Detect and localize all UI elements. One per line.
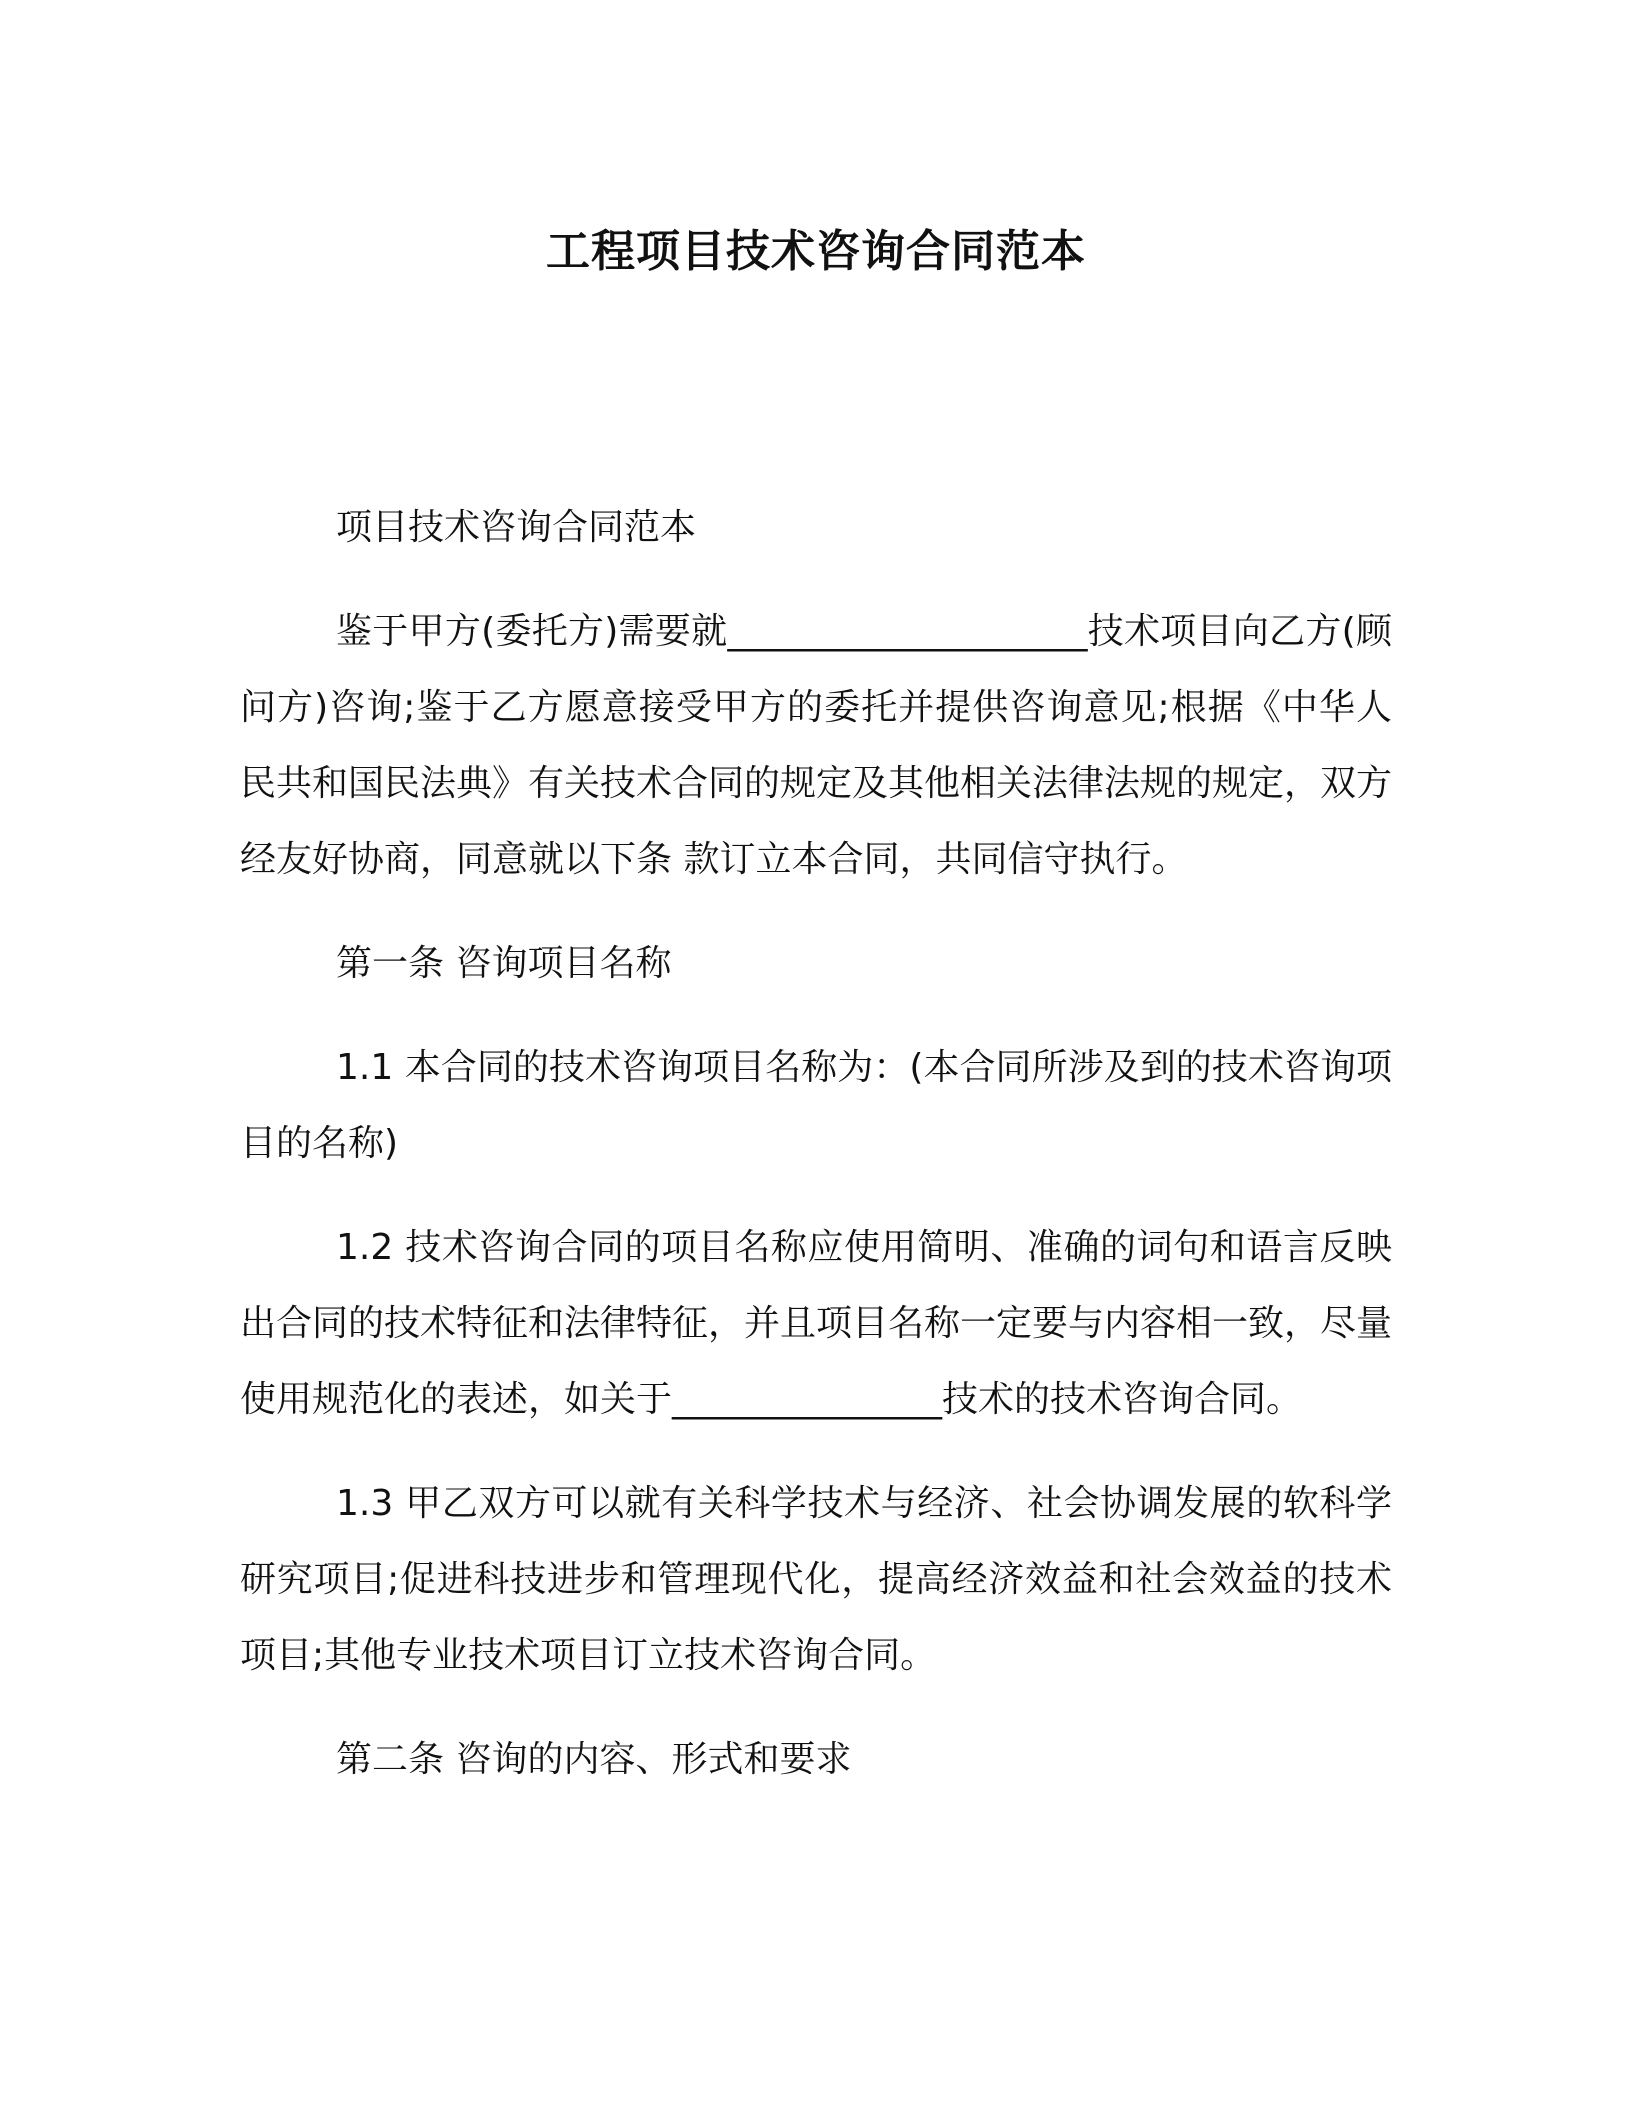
clause-1-2-paragraph: 1.2 技术咨询合同的项目名称应使用简明、准确的词句和语言反映出合同的技术特征和法律特征，并且项目名称一定要与内容相一致，尽量使用规范化的表述，如关于_______________技术的技术咨询合同。 bbox=[240, 1227, 1393, 1420]
clause-1-1-paragraph: 1.1 本合同的技术咨询项目名称为：(本合同所涉及到的技术咨询项目的名称) bbox=[240, 1047, 1392, 1164]
article-1-heading: 第一条 咨询项目名称 bbox=[336, 943, 672, 984]
article-2-heading: 第二条 咨询的内容、形式和要求 bbox=[336, 1739, 852, 1780]
document-title: 工程项目技术咨询合同范本 bbox=[546, 226, 1086, 277]
document-body bbox=[240, 490, 1392, 1826]
clause-1-3-paragraph: 1.3 甲乙双方可以就有关科学技术与经济、社会协调发展的软科学研究项目;促进科技进步和管理现代化，提高经济效益和社会效益的技术项目;其他专业技术项目订立技术咨询合同。 bbox=[240, 1483, 1392, 1676]
preamble-paragraph: 鉴于甲方(委托方)需要就____________________技术项目向乙方(顾问方)咨询;鉴于乙方愿意接受甲方的委托并提供咨询意见;根据《中华人民共和国民法典》有关技术合同的规定及其他相关法律法规的规定，双方经友好协商，同意就以下条 款订立本合同，共同信守执行。 bbox=[240, 611, 1393, 880]
subtitle-paragraph: 项目技术咨询合同范本 bbox=[336, 507, 697, 548]
